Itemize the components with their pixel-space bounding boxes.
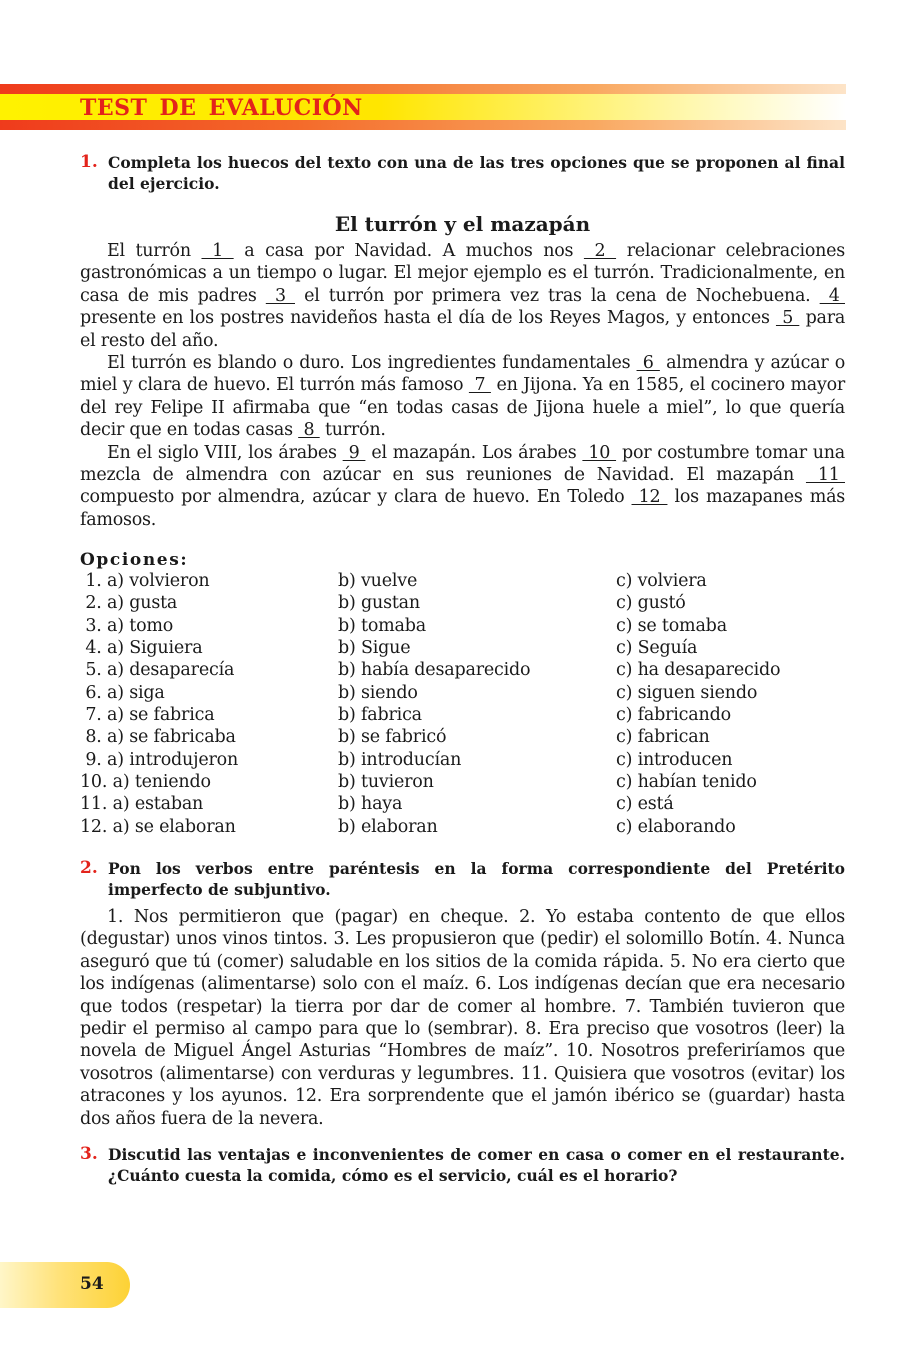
- page-title: TEST DE EVALUCIÓN: [80, 95, 363, 121]
- option-row: [80, 704, 845, 726]
- option-row: [80, 615, 845, 637]
- option-c: c) ha desaparecido: [616, 660, 781, 681]
- option-a: 10. a) teniendo: [80, 772, 211, 793]
- option-b: b) tuvieron: [338, 772, 434, 793]
- text-segment: presente en los postres navideños hasta el día de los Reyes Magos, y entonces: [80, 308, 776, 329]
- option-b: b) se fabricó: [338, 727, 447, 748]
- option-c: c) volviera: [616, 571, 707, 591]
- page-number: 54: [80, 1274, 104, 1294]
- option-a: 11. a) estaban: [80, 794, 204, 815]
- option-c: c) está: [616, 794, 674, 815]
- option-a: 9. a) introdujeron: [80, 749, 239, 770]
- text-segment: En el siglo VIII, los árabes: [107, 442, 343, 463]
- gap-11: 11: [805, 465, 845, 486]
- task-2: [80, 858, 845, 1130]
- text-segment: El turrón es blando o duro. Los ingredientes fundamentales: [107, 353, 637, 374]
- task-2-instruction: Pon los verbos entre paréntesis en la forma correspondiente del Pretérito imperfecto de subjuntivo.: [108, 859, 845, 899]
- gap-9: 9: [342, 442, 366, 463]
- reading-text: [80, 212, 845, 531]
- text-segment: para el resto del año.: [80, 308, 846, 351]
- gap-12: 12: [631, 487, 668, 508]
- option-c: c) elaborando: [616, 816, 736, 837]
- task-1-instruction: Completa los huecos del texto con una de las tres opciones que se proponen al final del ejercicio.: [108, 153, 845, 193]
- text-segment: turrón.: [319, 420, 386, 441]
- option-a: 12. a) se elaboran: [80, 816, 236, 837]
- reading-paragraph-1: [80, 240, 845, 352]
- option-c: c) fabricando: [616, 705, 731, 726]
- option-a: 3. a) tomo: [80, 615, 174, 636]
- text-segment: por costumbre tomar una mezcla de almendra con azúcar en sus reuniones de Navidad. El mazapán: [80, 442, 845, 486]
- page-number-tab: [0, 1262, 130, 1308]
- option-b: b) introducían: [338, 749, 462, 770]
- option-b: b) siendo: [338, 682, 418, 703]
- option-a: 4. a) Siguiera: [80, 638, 203, 659]
- text-segment: compuesto por almendra, azúcar y clara de huevo. En Toledo: [80, 487, 632, 508]
- option-c: c) Seguía: [616, 638, 698, 659]
- text-segment: a casa por Navidad. A muchos nos: [233, 241, 584, 261]
- option-a: 6. a) siga: [80, 682, 165, 703]
- option-a: 1. a) volvieron: [80, 571, 210, 591]
- text-segment: El turrón: [107, 241, 202, 261]
- task-3-instruction: Discutid las ventajas e inconvenientes de comer en casa o comer en el restaurante. ¿Cuánto cuesta la comida, cómo es el servicio, cuál es el horario?: [108, 1145, 845, 1185]
- option-c: c) siguen siendo: [616, 682, 758, 703]
- task-3-instruction-block: [80, 1144, 845, 1186]
- option-a: 7. a) se fabrica: [80, 705, 215, 726]
- text-segment: los mazapanes más famosos.: [80, 487, 845, 530]
- option-c: c) introducen: [616, 749, 733, 770]
- gap-3: 3: [265, 285, 295, 306]
- gap-7: 7: [468, 375, 491, 396]
- option-row: [80, 659, 845, 681]
- gap-4: 4: [819, 285, 845, 306]
- task-3: [80, 1144, 845, 1186]
- option-b: b) elaboran: [338, 816, 438, 837]
- text-segment: relacionar celebraciones gastronómicas a un tiempo o lugar. El mejor ejemplo es el turrón. Tradicionalmente, en casa de mis padres: [80, 241, 845, 306]
- reading-paragraph-3: [80, 442, 845, 532]
- reading-title: El turrón y el mazapán: [334, 212, 591, 236]
- gap-1: 1: [201, 241, 234, 261]
- option-row: [80, 637, 845, 659]
- gap-6: 6: [636, 353, 660, 374]
- option-b: b) Sigue: [338, 638, 411, 659]
- options-list: [80, 570, 845, 838]
- options-heading: Opciones:: [80, 550, 189, 570]
- text-segment: almendra y azúcar o miel y clara de huevo. El turrón más famoso: [80, 353, 845, 396]
- option-b: b) había desaparecido: [338, 660, 531, 681]
- option-b: b) tomaba: [338, 615, 427, 636]
- option-row: [80, 816, 845, 838]
- text-segment: en Jijona. Ya en 1585, el cocinero mayor del rey Felipe II afirmaba que “en todas casas de Jijona huele a miel”, lo que quería decir que en todas casas: [80, 375, 846, 441]
- option-row: [80, 682, 845, 704]
- task-1-number: 1.: [80, 152, 98, 172]
- task-2-number: 2.: [80, 858, 98, 878]
- option-c: c) se tomaba: [616, 615, 727, 636]
- option-row: [80, 592, 845, 614]
- option-row: [80, 771, 845, 793]
- option-b: b) fabrica: [338, 705, 422, 726]
- text-segment: el mazapán. Los árabes: [365, 442, 583, 463]
- option-a: 8. a) se fabricaba: [80, 727, 236, 748]
- options-section: [80, 550, 845, 838]
- option-row: [80, 726, 845, 748]
- gap-10: 10: [582, 442, 617, 463]
- option-b: b) vuelve: [338, 571, 418, 591]
- task-2-instruction-block: [80, 858, 845, 900]
- option-c: c) habían tenido: [616, 772, 757, 793]
- task-1: [80, 152, 845, 194]
- option-a: 5. a) desaparecía: [80, 660, 235, 681]
- option-a: 2. a) gusta: [80, 593, 178, 614]
- option-c: c) fabrican: [616, 727, 710, 748]
- text-segment: el turrón por primera vez tras la cena de Nochebuena.: [295, 285, 820, 306]
- task-2-text: 1. Nos permitieron que (pagar) en cheque. 2. Yo estaba contento de que ellos (degustar) unos vinos tintos. 3. Les propusieron que (pedir) el solomillo Botín. 4. Nunca aseguró que tú (comer) saludable en los sitios de la comida rápida. 5. No era cierto que los indígenas (alimentarse) solo con el maíz. 6. Los indígenas decían que era necesario que todos (respetar) la tierra por dar de comer al hombre. 7. También tuvieron que pedir el permiso al campo para que lo (sembrar). 8. Era preciso que vosotros (leer) la novela de Miguel Ángel Asturias “Hombres de maíz”. 10. Nosotros preferiríamos que vosotros (alimentarse) con verduras y legumbres. 11. Quisiera que vosotros (evitar) los atracones y los ayunos. 12. Era sorprendente que el jamón ibérico se (guardar) hasta dos años fuera de la nevera.: [80, 907, 845, 1129]
- option-b: b) gustan: [338, 593, 420, 614]
- option-row: [80, 749, 845, 771]
- gap-8: 8: [298, 420, 320, 441]
- gap-2: 2: [583, 241, 617, 261]
- option-b: b) haya: [338, 794, 403, 815]
- task-3-number: 3.: [80, 1144, 98, 1164]
- option-row: [80, 570, 845, 592]
- task-1-instruction-block: [80, 152, 845, 194]
- reading-paragraph-2: [80, 352, 845, 442]
- option-c: c) gustó: [616, 593, 686, 614]
- gap-5: 5: [775, 308, 800, 329]
- option-row: [80, 793, 845, 815]
